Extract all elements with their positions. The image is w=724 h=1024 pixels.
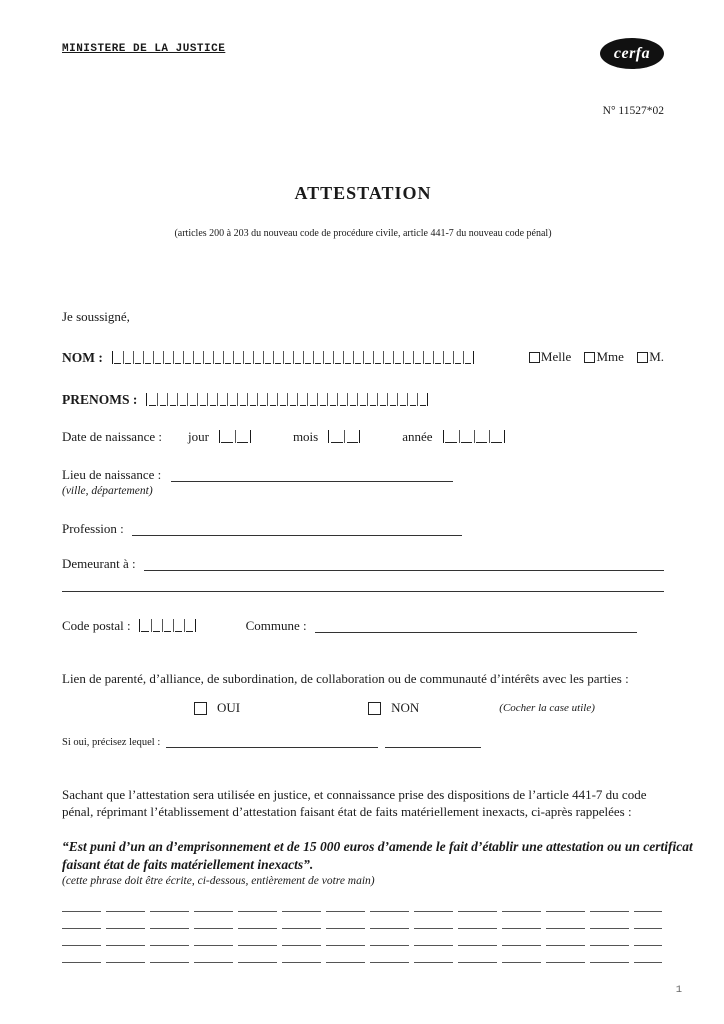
- prenoms-row: [62, 392, 664, 408]
- birthplace-label: Lieu de naissance :: [62, 466, 162, 482]
- birthplace-hint: (ville, département): [62, 484, 153, 497]
- cerfa-logo: [600, 38, 664, 69]
- page-title: ATTESTATION: [294, 183, 432, 203]
- mme-checkbox[interactable]: [584, 352, 595, 363]
- check-instruction: (Cocher la case utile): [499, 702, 595, 715]
- relationship-question: Lien de parenté, d’alliance, de subordination, de collaboration ou de communauté d’intérêts avec les parties :: [62, 670, 629, 686]
- birthdate-row: [62, 429, 664, 445]
- year-field[interactable]: [443, 430, 505, 443]
- profession-label: Profession :: [62, 520, 124, 536]
- melle-label: Melle: [540, 349, 572, 364]
- month-label: mois: [292, 428, 319, 444]
- civility-group: [529, 349, 664, 367]
- birthplace-field[interactable]: [171, 468, 453, 482]
- civility-mme: [584, 349, 623, 365]
- m-checkbox[interactable]: [637, 352, 648, 363]
- day-field[interactable]: [219, 430, 251, 443]
- mme-label: Mme: [596, 349, 624, 364]
- intro-text: Je soussigné,: [62, 309, 130, 324]
- day-label: jour: [187, 428, 209, 444]
- oui-choice: [194, 700, 240, 716]
- oui-checkbox[interactable]: [194, 702, 207, 715]
- precision-field-2[interactable]: [385, 737, 481, 748]
- handwriting-area: [62, 898, 664, 966]
- handwriting-line-2[interactable]: [62, 915, 662, 932]
- address-row: [62, 556, 664, 572]
- nom-field[interactable]: [112, 351, 474, 364]
- legal-paragraph: Sachant que l’attestation sera utilisée en justice, et connaissance prise des dispositions de l’article 441-7 du code pénal, réprimant l’établissement d’attestation faisant état de faits matériellement inexacts, ci-après rappelées :: [62, 787, 647, 820]
- ministry-title: MINISTERE DE LA JUSTICE: [62, 43, 226, 55]
- nom-label: NOM :: [62, 349, 103, 365]
- handwriting-line-4[interactable]: [62, 949, 662, 966]
- precision-row: [62, 737, 664, 748]
- birthplace-row: [62, 467, 664, 483]
- commune-field[interactable]: [315, 619, 637, 633]
- page-subtitle: (articles 200 à 203 du nouveau code de procédure civile, article 441-7 du nouveau code pénal): [174, 228, 552, 239]
- prenoms-field[interactable]: [146, 393, 428, 406]
- civility-m: [637, 349, 664, 365]
- precision-label: Si oui, précisez lequel :: [62, 737, 161, 749]
- profession-row: [62, 521, 664, 537]
- legal-quote: “Est puni d’un an d’emprisonnement et de 15 000 euros d’amende le fait d’établir une attestation ou un certificat faisant état de faits matériellement inexacts”.: [62, 839, 693, 873]
- profession-field[interactable]: [132, 522, 462, 536]
- cerfa-logo-text: cerfa: [613, 44, 651, 62]
- precision-field-1[interactable]: [166, 737, 378, 748]
- oui-label: OUI: [217, 700, 241, 716]
- melle-checkbox[interactable]: [529, 352, 540, 363]
- month-field[interactable]: [328, 430, 360, 443]
- page-number: 1: [675, 984, 682, 996]
- handwriting-line-3[interactable]: [62, 932, 662, 949]
- postal-row: [62, 618, 664, 634]
- non-label: NON: [391, 700, 420, 716]
- nom-row: [62, 349, 664, 367]
- postal-label: Code postal :: [62, 617, 131, 633]
- address-field-line2[interactable]: [62, 572, 664, 592]
- year-label: année: [402, 428, 433, 444]
- non-checkbox[interactable]: [368, 702, 381, 715]
- address-field[interactable]: [144, 557, 664, 571]
- birthdate-label: Date de naissance :: [62, 428, 162, 444]
- form-number: N° 11527*02: [602, 105, 664, 117]
- header: [62, 38, 664, 69]
- non-choice: [368, 700, 419, 716]
- handwrite-note: (cette phrase doit être écrite, ci-dessous, entièrement de votre main): [62, 874, 375, 887]
- oui-non-row: [62, 700, 664, 716]
- prenoms-label: PRENOMS :: [62, 391, 138, 407]
- m-label: M.: [649, 349, 664, 364]
- address-label: Demeurant à :: [62, 555, 136, 571]
- commune-label: Commune :: [245, 617, 307, 633]
- civility-melle: [529, 349, 571, 365]
- postal-field[interactable]: [139, 619, 196, 632]
- handwriting-line-1[interactable]: [62, 898, 662, 915]
